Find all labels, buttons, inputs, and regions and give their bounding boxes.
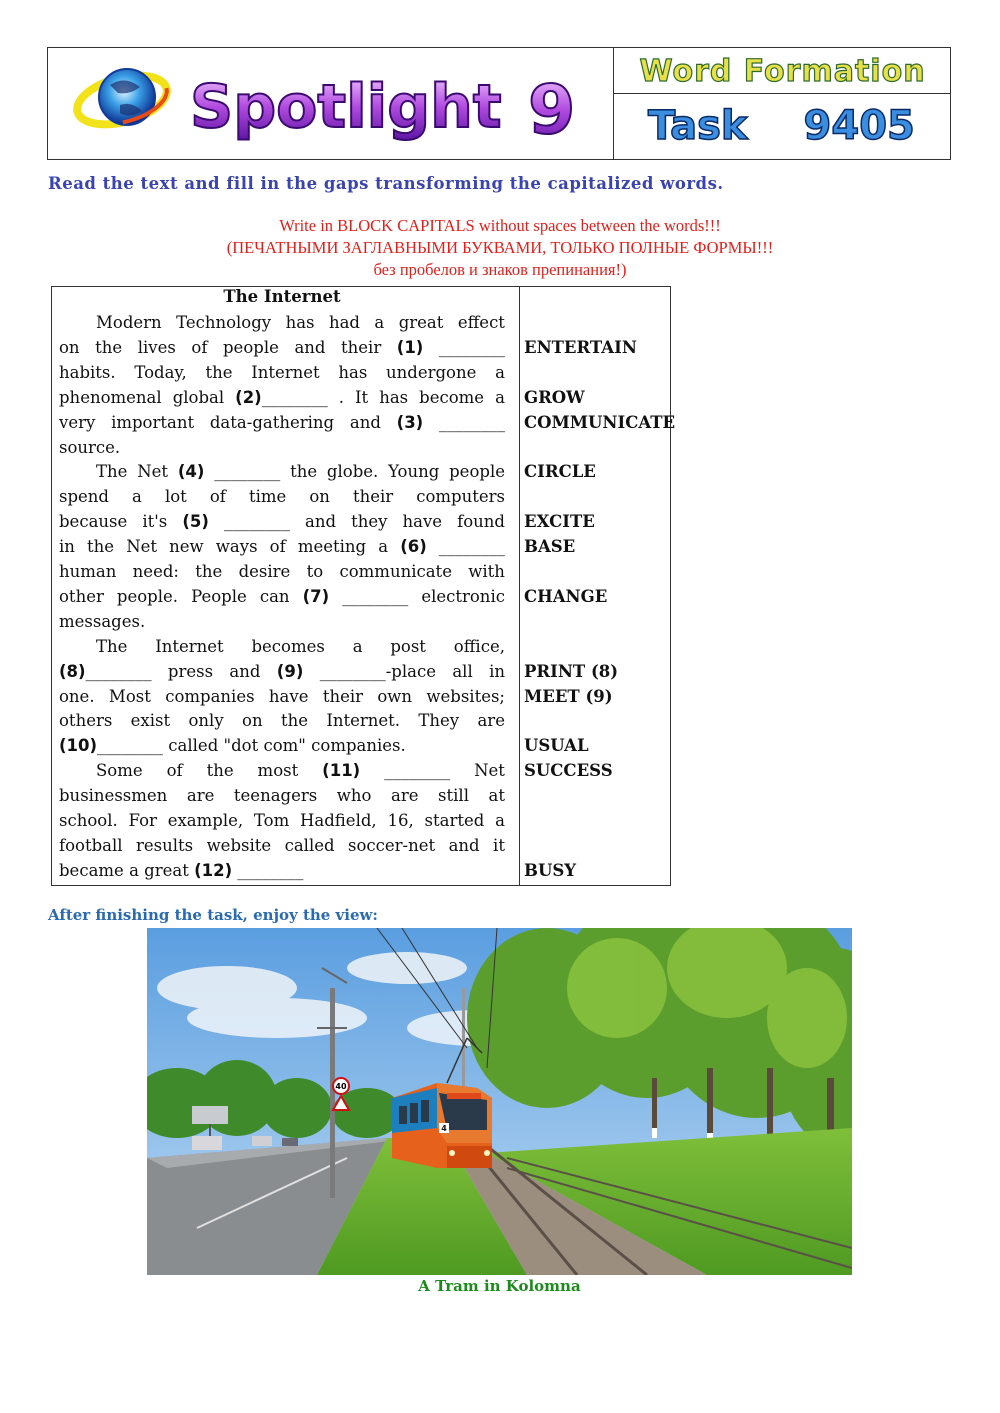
gap-number: (6) — [400, 537, 427, 557]
tram-route-number: 4 — [441, 1124, 447, 1133]
text-word: ________-place — [319, 661, 436, 681]
text-word: a — [132, 487, 142, 507]
text-word: Tom — [253, 811, 290, 830]
text-word: has — [285, 313, 315, 332]
text-word: Most — [108, 686, 151, 706]
gap-number: (4) — [177, 462, 205, 482]
text-word: ________ — [438, 537, 505, 557]
keyword-change: CHANGE — [524, 586, 608, 606]
text-line — [96, 311, 505, 336]
text-word: called — [168, 736, 219, 756]
text-word: Internet — [155, 636, 224, 656]
keyword-communicate: COMMUNICATE — [524, 412, 676, 432]
text-word: on — [309, 487, 330, 507]
text-word: football — [59, 835, 123, 855]
text-word: a — [378, 537, 389, 557]
text-word: became — [59, 860, 124, 880]
keyword-entertain: ENTERTAIN — [524, 337, 637, 357]
text-word: at — [488, 786, 505, 806]
text-word: ________ — [214, 462, 281, 482]
text-word: the — [87, 537, 115, 557]
text-word: desire — [238, 562, 291, 581]
text-word: Net — [137, 462, 169, 482]
text-word: ________ — [237, 860, 304, 880]
gap-number: (12) — [194, 860, 233, 880]
text-word: of — [191, 337, 208, 357]
text-line — [59, 336, 505, 361]
keyword-print-8: PRINT (8) — [524, 661, 619, 681]
text-word: data-gathering — [209, 412, 335, 432]
text-line — [96, 460, 505, 485]
text-word: (8)________ — [59, 661, 152, 681]
text-word: ________ — [384, 761, 451, 781]
header-divider — [614, 93, 951, 94]
text-word: to — [306, 562, 324, 581]
text-word: all — [452, 661, 473, 681]
text-word: ________ — [342, 586, 409, 606]
text-word: who — [336, 786, 372, 806]
keyword-circle: CIRCLE — [524, 462, 596, 482]
gap-number: (1) — [396, 337, 424, 357]
text-word — [178, 460, 205, 485]
text-word: it's — [142, 512, 168, 532]
text-word: and — [349, 412, 381, 432]
text-line — [59, 386, 505, 411]
text-word: has — [338, 362, 368, 382]
logo-text: Spotlight — [190, 72, 502, 142]
text-word: of — [269, 537, 286, 557]
text-word — [182, 510, 209, 535]
text-word: The — [96, 462, 128, 482]
text-word: It — [355, 387, 369, 407]
text-word: (2)________ — [235, 387, 328, 407]
text-word: great — [144, 860, 189, 880]
text-word: most — [257, 761, 299, 781]
text-word: own — [377, 686, 413, 706]
photo-caption: A Tram in Kolomna — [418, 1277, 581, 1295]
text-word: their — [341, 337, 382, 357]
text-word: press — [167, 661, 214, 681]
text-line — [96, 635, 505, 660]
text-line — [59, 585, 505, 610]
red-instruction-3: без пробелов и знаков препинания!) — [373, 260, 627, 279]
text-word: phenomenal — [59, 387, 162, 407]
text-word: need: — [132, 562, 179, 581]
gap-number: (7) — [302, 586, 330, 606]
text-word: of — [209, 487, 226, 507]
text-word: Hadfield, — [300, 811, 377, 830]
text-line — [59, 361, 505, 386]
keyword-grow: GROW — [524, 387, 585, 407]
text-word: ________ — [223, 512, 290, 532]
gap-number: (2) — [235, 387, 262, 407]
text-line — [96, 759, 505, 784]
text-word: companies. — [311, 736, 406, 756]
text-line — [59, 535, 505, 560]
text-word: a — [352, 636, 363, 656]
text-line — [59, 485, 505, 510]
text-word: ways — [215, 537, 258, 557]
text-word: Internet. — [326, 711, 401, 731]
text-word: "dot — [223, 736, 259, 756]
text-word — [194, 861, 232, 880]
text-word: Technology — [176, 313, 272, 332]
text-word: websites; — [426, 686, 505, 706]
text-word: undergone — [386, 362, 477, 382]
text-word: the — [205, 362, 233, 382]
text-word: become — [419, 387, 485, 407]
text-line — [59, 685, 505, 710]
text-word: great — [398, 313, 444, 332]
gap-number: (11) — [322, 761, 361, 781]
text-word: website — [206, 835, 272, 855]
text-word: very — [59, 412, 96, 432]
text-word: Net — [126, 537, 158, 557]
text-word: habits. — [59, 362, 116, 382]
text-word: Modern — [96, 313, 162, 332]
text-word: a — [495, 811, 505, 830]
text-word: For — [128, 811, 157, 830]
text-word: in — [59, 537, 75, 557]
keyword-meet-9: MEET (9) — [524, 686, 613, 706]
table-divider — [519, 286, 520, 886]
text-line — [59, 784, 505, 809]
text-word: The — [96, 636, 128, 656]
text-word — [397, 336, 424, 361]
text-word: Net — [474, 761, 505, 781]
text-word: post — [390, 636, 426, 656]
text-word: had — [328, 313, 360, 332]
text-line — [59, 660, 505, 685]
text-word — [303, 585, 330, 610]
text-word: source. — [59, 437, 121, 457]
text-word: are — [391, 786, 419, 806]
text-line — [59, 809, 505, 834]
text-word: they — [351, 512, 388, 532]
text-word: electronic — [421, 586, 505, 606]
text-word: new — [169, 537, 204, 557]
text-word: the — [195, 562, 223, 581]
text-word: and — [294, 337, 326, 357]
text-word: Young — [388, 462, 440, 482]
text-word — [397, 411, 424, 436]
text-line — [59, 859, 505, 884]
text-word — [400, 535, 427, 560]
red-instruction-1: Write in BLOCK CAPITALS without spaces between the words!!! — [279, 216, 721, 235]
task-number: 9405 — [803, 103, 915, 149]
text-word: soccer-net — [348, 835, 436, 855]
red-instruction-2: (ПЕЧАТНЫМИ ЗАГЛАВНЫМИ БУКВАМИ, ТОЛЬКО ПОЛНЫЕ ФОРМЫ!!! — [226, 238, 774, 257]
text-word: (10)________ — [59, 736, 164, 756]
text-word: human — [59, 562, 117, 581]
text-word: others — [59, 711, 113, 731]
text-word: meeting — [297, 537, 367, 557]
text-word: Some — [96, 761, 143, 781]
text-word: the — [95, 337, 123, 357]
text-word — [277, 660, 304, 685]
text-word: can — [259, 586, 290, 606]
gap-number: (3) — [396, 412, 424, 432]
text-word: becomes — [251, 636, 325, 656]
text-word: People — [191, 586, 247, 606]
text-word: are — [186, 786, 215, 806]
text-word: office, — [453, 636, 505, 656]
text-line — [59, 436, 505, 461]
text-word: the — [206, 761, 234, 781]
gap-number: (9) — [276, 661, 304, 681]
text-word: com" — [263, 736, 306, 756]
text-word: businessmen — [59, 786, 168, 806]
task-label: Task — [648, 103, 748, 149]
text-word: ________ — [438, 337, 505, 357]
text-word — [322, 759, 360, 784]
gap-number: (10) — [59, 736, 98, 756]
text-word: only — [188, 711, 224, 731]
text-line — [59, 560, 505, 585]
text-word: are — [477, 711, 505, 731]
text-word: ________ — [439, 412, 505, 432]
tram-photo — [147, 928, 852, 1275]
task-heading — [614, 95, 951, 157]
text-word: people — [223, 337, 279, 357]
text-word: have — [402, 512, 443, 532]
text-word: exist — [130, 711, 171, 731]
word-formation-title: Word Formation — [639, 53, 926, 89]
text-word: one. — [59, 686, 95, 706]
text-word: globe. — [326, 462, 379, 482]
text-word: 16, — [387, 811, 414, 830]
text-word: school. — [59, 811, 118, 830]
logo-number: 9 — [528, 71, 576, 150]
text-word: found — [457, 512, 505, 532]
text-word: and — [229, 661, 261, 681]
text-word: because — [59, 512, 128, 532]
text-word: and — [448, 835, 480, 855]
text-word: messages. — [59, 611, 146, 631]
text-word: people — [449, 462, 505, 482]
text-word: effect — [457, 313, 505, 332]
text-word: it — [493, 835, 505, 855]
text-word: of — [166, 761, 183, 781]
text-word: lives — [137, 337, 176, 357]
text-word: lot — [164, 487, 187, 507]
speed-sign-text: 40 — [335, 1082, 347, 1091]
gap-number: (5) — [182, 512, 209, 532]
instruction-text: Read the text and fill in the gaps transforming the capitalized words. — [48, 174, 724, 193]
text-word: people. — [116, 586, 179, 606]
text-word: a — [495, 387, 505, 407]
text-word: with — [468, 562, 505, 581]
text-title: The Internet — [223, 287, 341, 306]
keyword-usual: USUAL — [524, 736, 589, 756]
spotlight-logo — [70, 55, 610, 150]
text-word: called — [284, 835, 335, 855]
text-word: . — [338, 387, 344, 407]
gap-number: (8) — [59, 661, 86, 681]
text-word: a — [374, 313, 385, 332]
keyword-excite: EXCITE — [524, 512, 595, 532]
text-line — [59, 411, 505, 436]
text-word: their — [352, 487, 394, 507]
text-word: spend — [59, 487, 109, 507]
text-word: on — [59, 337, 80, 357]
text-word: companies — [165, 686, 255, 706]
text-word: started — [424, 811, 485, 830]
text-word: their — [322, 686, 363, 706]
text-word: in — [489, 661, 505, 681]
text-word: the — [290, 462, 318, 482]
text-word: on — [242, 711, 263, 731]
text-word: example, — [167, 811, 244, 830]
text-line — [59, 510, 505, 535]
text-word: computers — [416, 487, 505, 507]
text-word: teenagers — [233, 786, 318, 806]
text-word: time — [248, 487, 287, 507]
text-word: results — [136, 835, 194, 855]
text-word: other — [59, 586, 104, 606]
text-word: a — [129, 860, 139, 880]
text-word: They — [418, 711, 460, 731]
keyword-busy: BUSY — [524, 860, 577, 880]
text-word: Today, — [134, 362, 187, 382]
text-word: have — [268, 686, 309, 706]
text-word: important — [111, 412, 195, 432]
text-word: still — [438, 786, 469, 806]
text-line — [59, 709, 505, 734]
text-word: the — [280, 711, 308, 731]
text-word: communicate — [339, 562, 452, 581]
text-word: a — [495, 362, 505, 382]
text-word: has — [379, 387, 409, 407]
after-task-text: After finishing the task, enjoy the view: — [48, 906, 378, 924]
text-line — [59, 734, 505, 759]
text-line — [59, 834, 505, 859]
text-word: global — [172, 387, 225, 407]
keyword-success: SUCCESS — [524, 761, 613, 781]
text-word: and — [305, 512, 337, 532]
keyword-base: BASE — [524, 537, 576, 557]
text-line — [59, 610, 505, 635]
text-word: Internet — [251, 362, 320, 382]
